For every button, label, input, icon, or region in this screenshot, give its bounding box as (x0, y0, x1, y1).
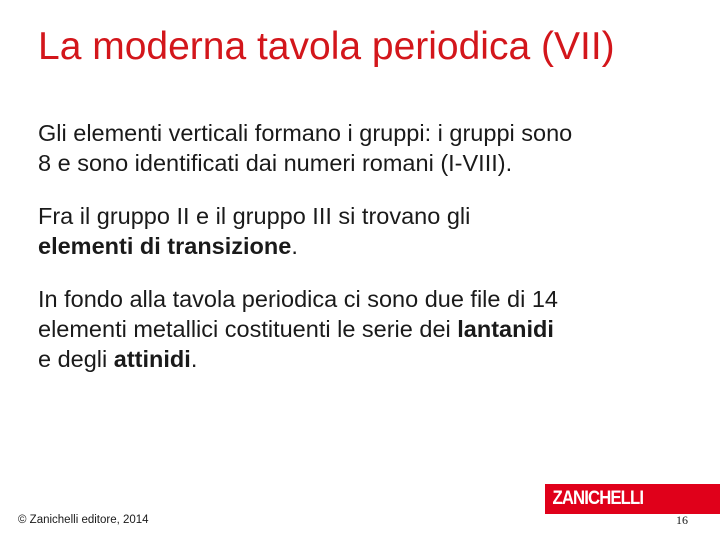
actinides-term: attinidi (113, 346, 191, 372)
paragraph-lanthanides-tail: . (190, 346, 198, 372)
zanichelli-logo (545, 484, 720, 514)
transition-elements-term: elementi di transizione (38, 233, 292, 259)
slide-body (38, 118, 698, 397)
paragraph-lanthanides-line3: e degli (38, 346, 114, 372)
paragraph-groups-line2: 8 e sono identificati dai numeri romani (I-VIII). (38, 150, 513, 176)
zanichelli-logo-text: ZANICHELLI (552, 488, 644, 509)
paragraph-lanthanides-line1: In fondo alla tavola periodica ci sono due file di 14 (38, 286, 558, 312)
paragraph-transition-tail: . (291, 233, 298, 259)
paragraph-transition (38, 201, 698, 261)
slide-title: La moderna tavola periodica (VII) (38, 25, 615, 68)
lanthanides-term: lantanidi (457, 316, 554, 342)
copyright-notice: © Zanichelli editore, 2014 (18, 514, 149, 526)
page-number: 16 (676, 513, 688, 527)
paragraph-groups (38, 118, 698, 178)
paragraph-transition-line1: Fra il gruppo II e il gruppo III si trovano gli (38, 203, 471, 229)
paragraph-lanthanides (38, 284, 698, 374)
paragraph-lanthanides-line2: elementi metallici costituenti le serie dei (38, 316, 458, 342)
paragraph-groups-line1: Gli elementi verticali formano i gruppi: i gruppi sono (38, 120, 573, 146)
